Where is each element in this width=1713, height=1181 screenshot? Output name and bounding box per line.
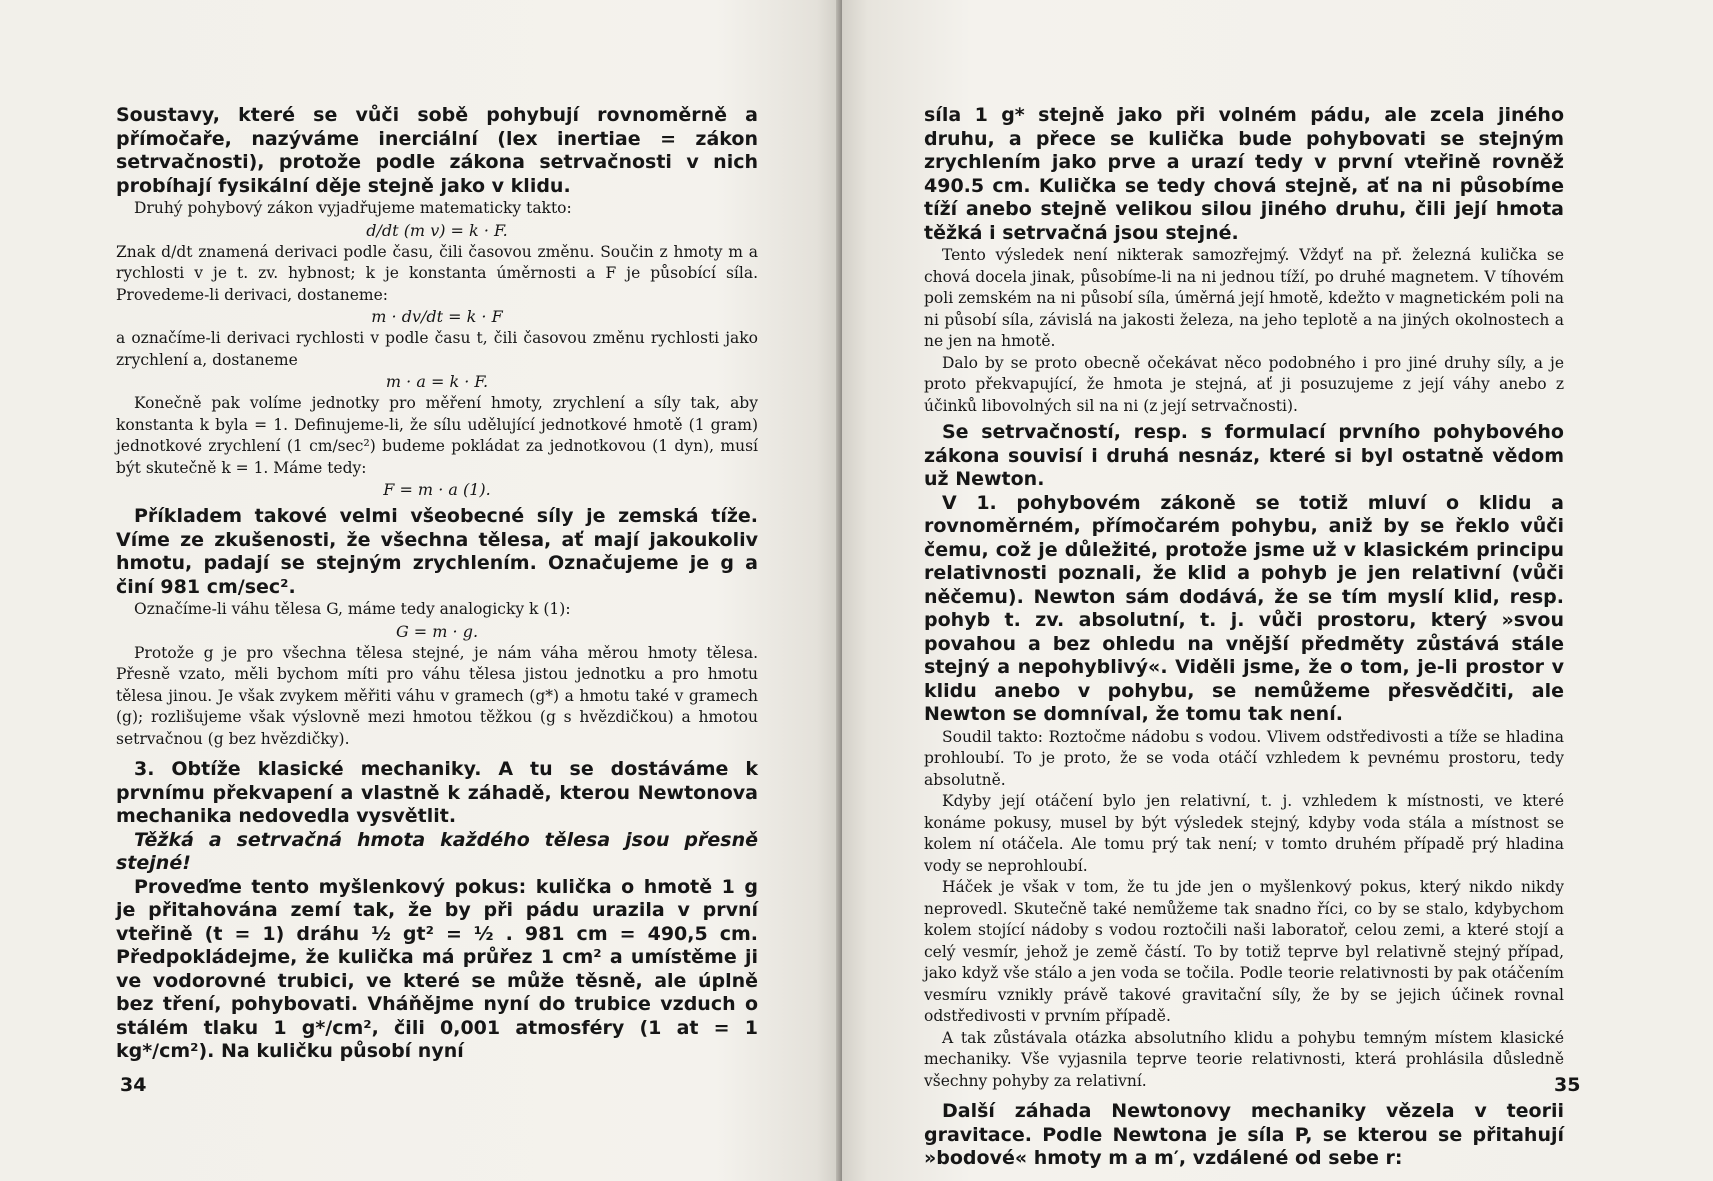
paragraph-expectation: Dalo by se proto obecně očekávat něco podobného i pro jiné druhy síly, a je proto překvapující, že hmota je stejná, ať ji posuzujeme z její váhy anebo z účinků libovolných sil na ni (z její setrvačnosti). bbox=[924, 353, 1564, 415]
paragraph-derivative-symbol: Znak d/dt znamená derivaci podle času, čili časovou změnu. Součin z hmoty m a rychlosti v je t. zv. hybnost; k je konstanta úměrnosti a F je působící síla. Provedeme-li derivaci, dostaneme: bbox=[116, 242, 758, 304]
paragraph-relativity: A tak zůstávala otázka absolutního klidu a pohybu temným místem klasické mechaniky. Vše vyjasnila teprve teorie relativnosti, která prohlásila důsledně všechny pohyby za relativní. bbox=[924, 1028, 1564, 1090]
right-text-column bbox=[924, 104, 1564, 1171]
paragraph-weight-mass: Protože g je pro všechna tělesa stejné, je nám váha měrou hmoty tělesa. Přesně vzato, měli bychom míti pro váhu tělesa jistou jednotku a pro hmotu tělesa jinou. Je však zvykem měřiti váhu v gramech (g*) a hmotu také v gramech (g); rozlišujeme však výslovně mezi hmotou těžkou (g s hvězdičkou) a hmotou setrvačnou (g bez hvězdičky). bbox=[116, 643, 758, 748]
equation-f-ma: F = m · a (1). bbox=[383, 480, 491, 499]
paragraph-force-1g: síla 1 g* stejně jako při volném pádu, ale zcela jiného druhu, a přece se kulička bude pohybovati se stejným zrychlením jako prve a urazí tedy v první vteřině rovněž 490.5 cm. Kulička se tedy chová stejně, ať na ni působíme tíží anebo stejně velikou silou jiného druhu, čili její hmota těžká i setrvačná jsou stejné. bbox=[924, 104, 1564, 244]
equation-g-mg: G = m · g. bbox=[395, 621, 479, 641]
section-heading-difficulties: 3. Obtíže klasické mechaniky. A tu se dostáváme k prvnímu překvapení a vlastně k záhadě, kterou Newtonova mechanika nedovedla vysvětlit. bbox=[116, 758, 758, 827]
paragraph-gravity: Příkladem takové velmi všeobecné síly je zemská tíže. Víme ze zkušenosti, že všechna tělesa, ať mají jakoukoliv hmotu, padají se stejným zrychlením. Označujeme je g a činí 981 cm/sec². bbox=[116, 505, 758, 598]
paragraph-heavy-inertial-mass: Těžká a setrvačná hmota každého tělesa jsou přesně stejné! bbox=[116, 828, 758, 874]
paragraph-second-difficulty: Se setrvačností, resp. s formulací prvního pohybového zákona souvisí i druhá nesnáz, které si byl ostatně vědom už Newton. bbox=[924, 421, 1564, 490]
left-text-column bbox=[116, 104, 758, 1064]
page-number-left: 34 bbox=[120, 1074, 147, 1096]
page-number-right: 35 bbox=[1554, 1074, 1581, 1096]
paragraph-bucket: Soudil takto: Roztočme nádobu s vodou. Vlivem odstředivosti a tíže se hladina prohloubí. To je proto, že se voda otáčí vzhledem k pevnému prostoru, tedy absolutně. bbox=[924, 727, 1564, 789]
paragraph-absolute-motion: V 1. pohybovém zákoně se totiž mluví o klidu a rovnoměrném, přímočarém pohybu, aniž by se řeklo vůči čemu, což je důležité, protože jsme už v klasickém principu relativnosti poznali, že klid a pohyb je jen relativní (vůči něčemu). Newton sám dodává, že se tím myslí klid, resp. pohyb t. zv. absolutní, t. j. vůči prostoru, který »svou povahou a bez ohledu na vnější předměty zůstává stále stejný a nepohyblivý«. Viděli jsme, že o tom, je-li prostor v klidu anebo v pohybu, se nemůžeme přesvědčiti, ale Newton se domníval, že tomu tak není. bbox=[924, 491, 1564, 725]
paragraph-thought-experiment: Proveďme tento myšlenkový pokus: kulička o hmotě 1 g je přitahována zemí tak, že by při pádu urazila v první vteřině (t = 1) dráhu ½ gt² = ½ . 981 cm = 490,5 cm. Předpokládejme, že kulička má průřez 1 cm² a umístěme ji ve vodorovné trubici, ve které se může těsně, ale úplně bez tření, pohybovati. Vháňějme nyní do trubice vzduch o stálém tlaku 1 g*/cm², čili 0,001 atmosféry (1 at = 1 kg*/cm²). Na kuličku působí nyní bbox=[116, 875, 758, 1062]
paragraph-acceleration: a označíme-li derivaci rychlosti v podle času t, čili časovou změnu rychlosti jako zrychlení a, dostaneme bbox=[116, 329, 758, 369]
left-page bbox=[0, 0, 842, 1181]
paragraph-inertial-systems: Soustavy, které se vůči sobě pohybují rovnoměrně a přímočaře, nazýváme inerciální (lex inertiae = zákon setrvačnosti), protože podle zákona setrvačnosti v nich probíhají fysikální děje stejně jako v klidu. bbox=[116, 104, 758, 197]
paragraph-weight-intro: Označíme-li váhu tělesa G, máme tedy analogicky k (1): bbox=[134, 600, 571, 618]
paragraph-catch: Háček je však v tom, že tu jde jen o myšlenkový pokus, který nikdo nikdy neprovedl. Skutečně také nemůžeme tak snadno říci, co by se stalo, kdybychom kolem stojící nádoby s vodou roztočili naši laboratoř, celou zemi, a které stojí a celý vesmír, jehož je země částí. To by totiž teprve byl relativně stejný případ, jako když vše stálo a jen voda se točila. Podle teorie relativnosti by pak otáčením vesmíru vznikly právě takové gravitační síly, že by se jejich účinek rovnal odstředivosti v prvním případě. bbox=[924, 878, 1564, 1025]
right-page bbox=[842, 0, 1713, 1181]
paragraph-gravitation: Další záhada Newtonovy mechaniky vězela v teorii gravitace. Podle Newtona je síla P, se kterou se přitahují »bodové« hmoty m a m′, vzdálené od sebe r: bbox=[924, 1100, 1564, 1169]
equation-momentum-derivative: d/dt (m v) = k · F. bbox=[366, 220, 508, 240]
paragraph-second-law-intro: Druhý pohybový zákon vyjadřujeme matematicky takto: bbox=[134, 199, 572, 217]
paragraph-iron-ball: Tento výsledek není nikterak samozřejmý. Vždyť na př. železná kulička se chová docela jinak, působíme-li na ni jednou tíží, po druhé magnetem. V tíhovém poli zemském na ni působí síla, úměrná její hmotě, kdežto v magnetickém poli na ni působí síla, závislá na jakosti železa, na jeho teplotě a na jiných okolnostech a ne jen na hmotě. bbox=[924, 246, 1564, 350]
paragraph-relative-rotation: Kdyby její otáčení bylo jen relativní, t. j. vzhledem k místnosti, ve které konáme pokusy, musel by být výsledek stejný, kdyby voda stála a místnost se kolem ní otáčela. Ale tomu prý tak není; v tomto druhém případě prý hladina vody se neprohloubí. bbox=[924, 792, 1564, 875]
equation-mass-dvdt: m · dv/dt = k · F bbox=[371, 307, 503, 326]
paragraph-units: Konečně pak volíme jednotky pro měření hmoty, zrychlení a síly tak, aby konstanta k byla = 1. Definujeme-li, že sílu udělující jednotkové hmotě (1 gram) jednotkové zrychlení (1 cm/sec²) budeme pokládat za jednotkovou (1 dyn), musí být skutečně k = 1. Máme tedy: bbox=[116, 394, 758, 477]
equation-ma-kf: m · a = k · F. bbox=[385, 372, 489, 391]
